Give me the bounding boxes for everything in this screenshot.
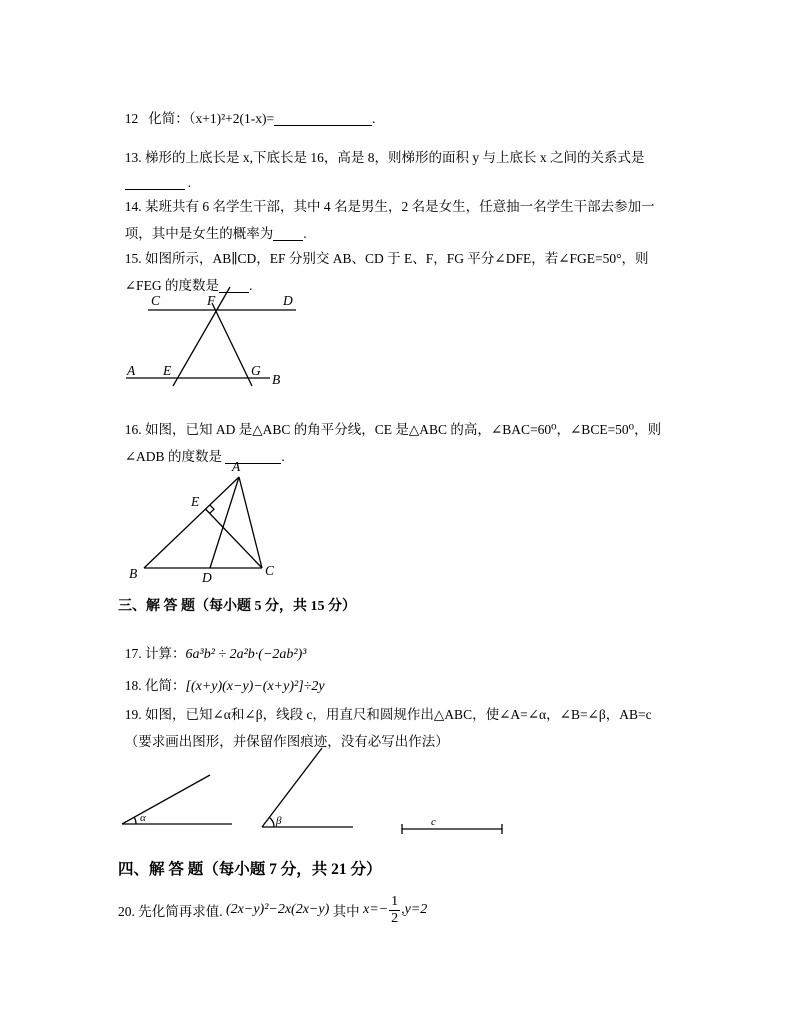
- label-beta: β: [276, 815, 282, 827]
- question-18: [118, 659, 325, 694]
- label-a: A: [127, 363, 136, 378]
- question-17-expression: 6a³b² ÷ 2a²b·(−2ab²)³: [185, 647, 307, 662]
- question-12: [118, 92, 376, 126]
- section-3-title: 三、解 答 题（每小题 5 分，共 15 分）: [118, 599, 356, 614]
- fraction-denominator: 2: [391, 910, 399, 926]
- label-b: B: [272, 372, 281, 387]
- question-14-end: .: [303, 226, 307, 241]
- label-e: E: [163, 363, 172, 378]
- question-20-prefix: 20. 先化简再求值.: [118, 904, 226, 919]
- parallel-lines-figure: [110, 280, 300, 392]
- question-14-text-1: 14. 某班共有 6 名学生干部，其中 4 名是男生，2 名是女生，任意抽一名学生干部去参加一: [124, 199, 655, 214]
- section-4-title: 四、解 答 题（每小题 7 分，共 21 分）: [118, 861, 382, 878]
- angle-alpha-arc: [134, 817, 136, 824]
- angle-alpha-ray-1: [122, 775, 210, 824]
- question-15-line-2: [118, 259, 253, 293]
- altitude-ce: [206, 509, 263, 568]
- answer-blank: [274, 111, 372, 126]
- label-f: F: [207, 293, 216, 308]
- question-19-line-1: [118, 688, 652, 722]
- question-13-text: 13. 梯形的上底长是 x,下底长是 16，高是 8，则梯形的面积 y 与上底长 x 之间的关系式是: [124, 150, 645, 165]
- question-13-line-1: [118, 131, 645, 165]
- question-14-line-1: [118, 180, 655, 214]
- angle-beta-ray-1: [262, 748, 322, 827]
- label-alpha: α: [140, 812, 146, 824]
- question-12-end: .: [372, 111, 376, 126]
- question-16-line-2: [118, 430, 285, 464]
- question-17-prefix: 17. 计算：: [124, 646, 186, 661]
- question-16-text-2: ∠ADB 的度数是: [124, 449, 226, 464]
- question-14-text-2: 项，其中是女生的概率为: [124, 226, 274, 241]
- right-angle-mark: [210, 505, 214, 513]
- question-12-text: 化简：（x+1)²+2(1-x)=: [148, 111, 275, 126]
- label-segment-c: c: [431, 816, 436, 828]
- label-d: D: [283, 293, 293, 308]
- question-20-expression: (2x−y)²−2x(2x−y): [226, 902, 330, 917]
- question-15-line-1: [118, 232, 649, 266]
- question-19-text-1: 19. 如图，已知∠α和∠β，线段 c，用直尺和圆规作出△ABC，使∠A=∠α，∠B=∠β，AB=c: [124, 707, 652, 722]
- question-16-line-1: [118, 403, 662, 437]
- construction-figure: [110, 740, 510, 840]
- label-c: C: [265, 563, 275, 578]
- label-d: D: [202, 570, 212, 585]
- question-14-line-2: [118, 207, 307, 241]
- question-20: [118, 892, 427, 928]
- question-20-x-value: x=−: [363, 902, 389, 917]
- triangle-figure: [120, 455, 280, 585]
- label-c: C: [151, 293, 161, 308]
- label-e: E: [191, 494, 200, 509]
- question-19-line-2: [118, 715, 449, 749]
- fraction-numerator: 1: [391, 893, 399, 909]
- fraction: [389, 894, 400, 927]
- angle-beta-arc: [269, 817, 274, 827]
- line-ef: [173, 287, 230, 386]
- question-13-line-2: [118, 156, 192, 190]
- question-15-text-2: ∠FEG 的度数是: [124, 278, 219, 293]
- question-13-end: .: [187, 175, 192, 190]
- label-b: B: [129, 566, 138, 581]
- line-fg: [212, 303, 252, 386]
- question-18-prefix: 18. 化简：: [124, 678, 186, 693]
- side-ac: [239, 477, 262, 568]
- question-20-middle: 其中: [329, 904, 364, 919]
- question-16-end: .: [281, 449, 285, 464]
- label-a: A: [232, 459, 241, 474]
- label-g: G: [251, 363, 261, 378]
- question-16-text-1: 16. 如图，已知 AD 是△ABC 的角平分线，CE 是△ABC 的高，∠BAC=60⁰，∠BCE=50⁰，则: [124, 422, 662, 437]
- question-15-text-1: 15. 如图所示，AB∥CD，EF 分别交 AB、CD 于 E、F，FG 平分∠DFE，若∠FGE=50°，则: [124, 251, 649, 266]
- question-18-expression: [(x+y)(x−y)−(x+y)²]÷2y: [185, 679, 325, 694]
- question-15-end: .: [248, 278, 253, 293]
- question-17: [118, 627, 307, 662]
- question-20-y-value: ,y=2: [401, 902, 428, 917]
- question-12-number: 12: [124, 111, 139, 126]
- question-19-text-2: （要求画出图形，并保留作图痕迹，没有必写出作法）: [124, 734, 449, 749]
